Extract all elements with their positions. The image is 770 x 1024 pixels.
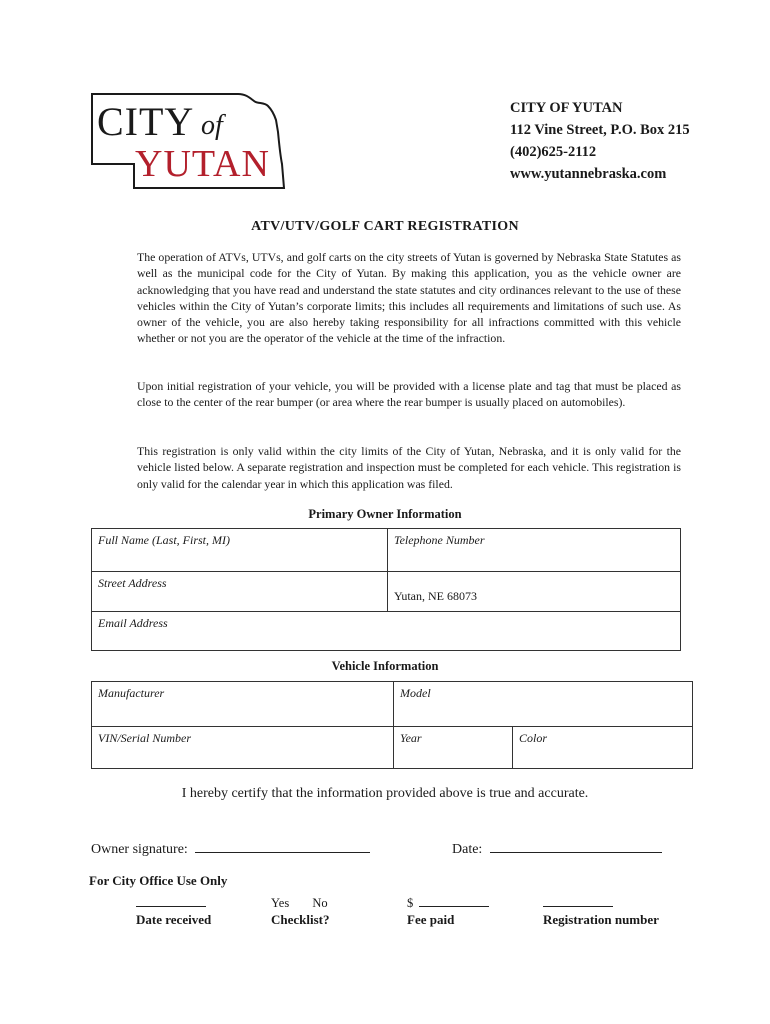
logo-of-text: of (201, 110, 223, 141)
checklist-no[interactable]: No (312, 896, 328, 910)
fee-paid-block (407, 896, 489, 928)
city-state-zip-value: Yutan, NE 68073 (394, 589, 477, 603)
year-field[interactable] (393, 726, 512, 768)
full-name-label: Full Name (Last, First, MI) (98, 533, 230, 547)
registration-number-block (543, 896, 659, 928)
vehicle-section-title: Vehicle Information (331, 659, 439, 673)
email-address-label: Email Address (98, 616, 168, 630)
owner-section-title: Primary Owner Information (308, 507, 462, 521)
email-address-field[interactable] (92, 611, 680, 650)
full-name-field[interactable] (92, 529, 387, 571)
paragraph-governance: The operation of ATVs, UTVs, and golf carts on the city streets of Yutan is governed by Nebraska State Statutes as well as the municipal code for the City of Yutan. By making this application, you as the vehicle owner are acknowledging that you have read and understand the state statutes and city ordinances relevant to the use of these vehicles within the City of Yutan’s corporate limits; this includes all requirements and limitations of such use. As owner of the vehicle, you are also hereby taking responsibility for all infractions committed with this vehicle whether or not you are the operator of the vehicle at the time of the infraction. (137, 250, 681, 346)
org-website: www.yutannebraska.com (510, 166, 667, 182)
fee-paid-label: Fee paid (407, 912, 455, 927)
registration-number-line[interactable] (543, 896, 613, 907)
model-field[interactable] (393, 682, 692, 726)
certification-statement: I hereby certify that the information provided above is true and accurate. (181, 786, 589, 801)
color-field[interactable] (512, 726, 692, 768)
owner-info-table (91, 528, 681, 651)
owner-signature-label: Owner signature: (91, 842, 188, 857)
model-label: Model (400, 686, 431, 700)
dollar-sign: $ (407, 896, 414, 910)
contact-block (510, 97, 690, 185)
checklist-label: Checklist? (271, 912, 330, 927)
paragraph-validity: This registration is only valid within the city limits of the City of Yutan, Nebraska, and it is only valid for the vehicle listed below. A separate registration and inspection must be completed for each vehicle. This registration is only valid for the calendar year in which this application was filed. (137, 444, 681, 491)
date-received-block (136, 896, 211, 928)
date-label: Date: (452, 842, 483, 857)
paragraph-license-plate: Upon initial registration of your vehicle, you will be provided with a license plate and tag that must be placed as close to the center of the rear bumper (or area where the rear bumper is usually placed on automobiles). (137, 379, 681, 410)
telephone-field[interactable] (387, 529, 680, 571)
vehicle-info-table (91, 681, 693, 769)
org-address: 112 Vine Street, P.O. Box 215 (510, 122, 690, 138)
city-logo (88, 92, 288, 192)
logo-city-text: CITY (97, 99, 195, 144)
manufacturer-field[interactable] (92, 682, 393, 726)
telephone-label: Telephone Number (394, 533, 485, 547)
registration-number-label: Registration number (543, 912, 659, 927)
city-state-zip-field (387, 571, 680, 611)
org-phone: (402)625-2112 (510, 144, 597, 160)
fee-paid-line[interactable] (419, 896, 489, 907)
date-row (452, 838, 662, 858)
logo-yutan-text: YUTAN (135, 143, 270, 185)
checklist-yes[interactable]: Yes (271, 896, 290, 910)
office-use-title: For City Office Use Only (89, 873, 228, 888)
date-received-line[interactable] (136, 896, 206, 907)
vin-serial-label: VIN/Serial Number (98, 731, 191, 745)
color-label: Color (519, 731, 548, 745)
year-label: Year (400, 731, 422, 745)
document-title: ATV/UTV/GOLF CART REGISTRATION (251, 219, 519, 234)
vin-serial-field[interactable] (92, 726, 393, 768)
checklist-block (271, 896, 330, 928)
manufacturer-label: Manufacturer (98, 686, 165, 700)
date-line[interactable] (490, 838, 662, 853)
date-received-label: Date received (136, 912, 212, 927)
owner-signature-line[interactable] (195, 838, 370, 853)
org-name: CITY OF YUTAN (510, 100, 623, 116)
street-address-label: Street Address (98, 576, 167, 590)
street-address-field[interactable] (92, 571, 387, 611)
owner-signature-row (91, 838, 370, 858)
